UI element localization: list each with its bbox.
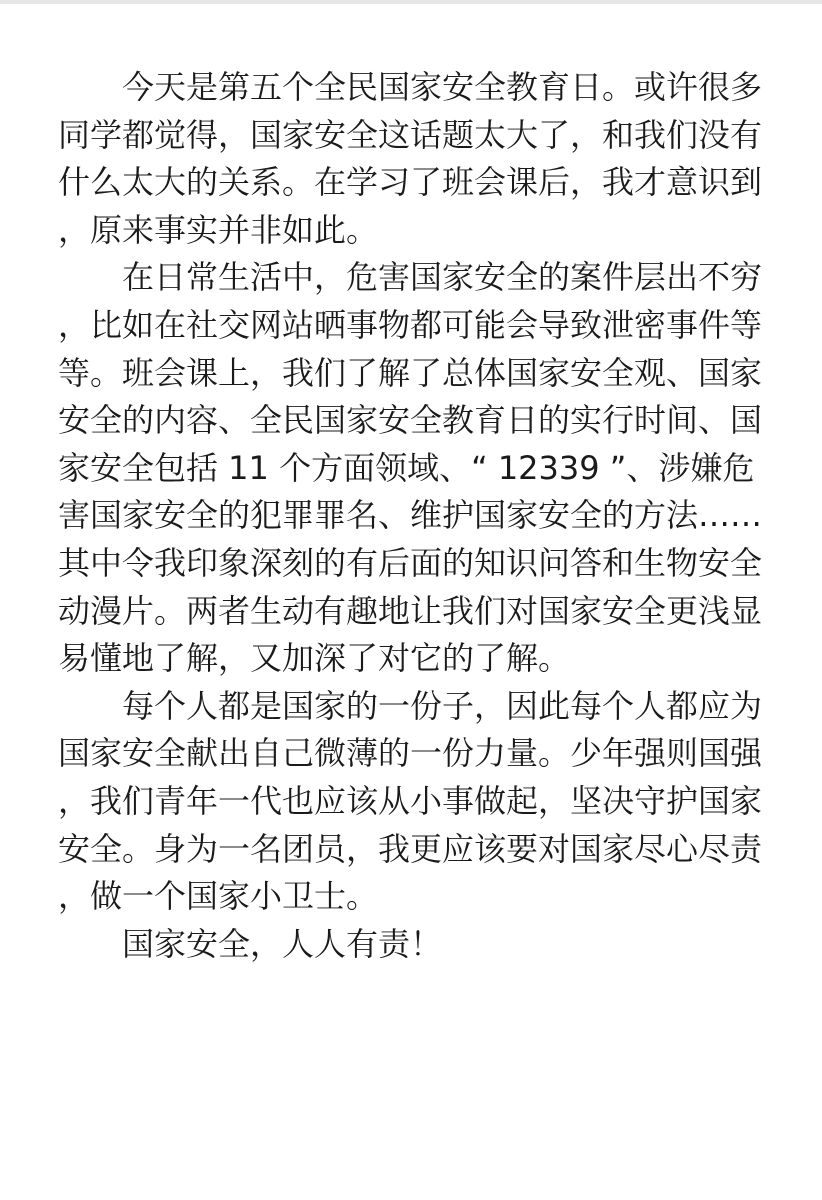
text-line: ，我们青年一代也应该从小事做起，坚决守护国家 xyxy=(58,781,763,820)
text-line: ，做一个国家小卫士。 xyxy=(58,877,379,916)
top-border xyxy=(0,0,822,4)
text-line: 家安全包括 11 个方面领域、“ 12339 ”、涉嫌危 xyxy=(58,448,755,487)
paragraph xyxy=(58,683,774,921)
text-line: 其中令我印象深刻的有后面的知识问答和生物安全 xyxy=(58,543,763,582)
paragraph xyxy=(58,921,774,969)
paragraph xyxy=(58,64,774,254)
text-line: 动漫片。两者生动有趣地让我们对国家安全更浅显 xyxy=(58,591,763,630)
text-line: 害国家安全的犯罪罪名、维护国家安全的方法…… xyxy=(58,496,763,535)
text-line: ，原来事实并非如此。 xyxy=(58,210,379,249)
paragraph xyxy=(58,254,774,682)
text-line: 易懂地了解，又加深了对它的了解。 xyxy=(58,639,571,678)
document-body xyxy=(58,64,774,968)
closing-line: 国家安全，人人有责！ xyxy=(122,924,443,963)
text-line: 国家安全献出自己微薄的一份力量。少年强则国强 xyxy=(58,734,763,773)
text-line: 在日常生活中，危害国家安全的案件层出不穷 xyxy=(122,258,763,297)
text-line: 等。班会课上，我们了解了总体国家安全观、国家 xyxy=(58,353,763,392)
text-line: 安全。身为一名团员，我更应该要对国家尽心尽责 xyxy=(58,829,763,868)
text-line: ，比如在社交网站晒事物都可能会导致泄密事件等 xyxy=(58,305,763,344)
text-line: 同学都觉得，国家安全这话题太大了，和我们没有 xyxy=(58,115,763,154)
text-line: 每个人都是国家的一份子，因此每个人都应为 xyxy=(122,686,763,725)
text-line: 安全的内容、全民国家安全教育日的实行时间、国 xyxy=(58,401,763,440)
text-line: 今天是第五个全民国家安全教育日。或许很多 xyxy=(122,68,763,106)
text-line: 什么太大的关系。在学习了班会课后，我才意识到 xyxy=(58,163,763,202)
